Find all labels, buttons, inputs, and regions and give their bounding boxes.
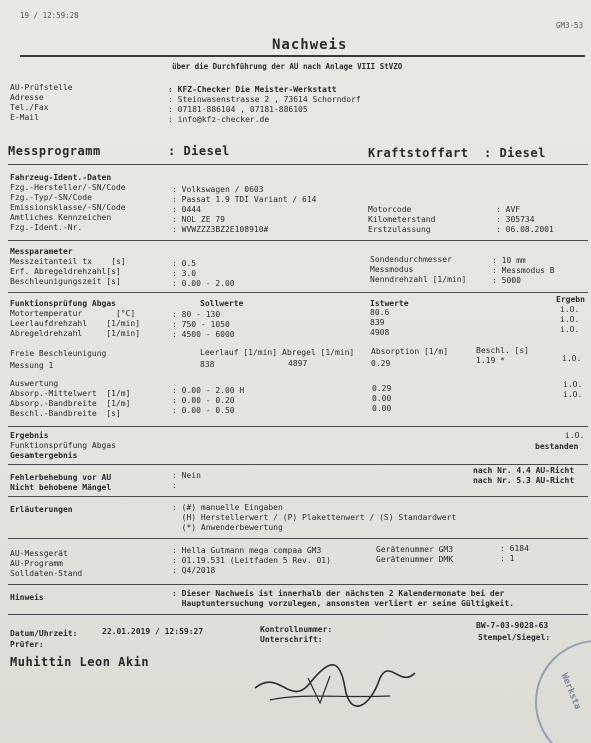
gm3-number-value: : 6184 <box>500 544 529 553</box>
hint-label: Hinweis <box>10 593 44 602</box>
function-test-result: i.O. <box>565 431 585 440</box>
document-title: Nachweis <box>272 37 348 53</box>
workshop-stamp <box>535 640 591 743</box>
actual-column-header: Istwerte <box>370 299 409 308</box>
faults-divider <box>8 496 588 497</box>
free-accel-header: Absorption [1/m] <box>371 347 449 356</box>
stamp-text: Werksta <box>558 672 583 711</box>
notes-line: (H) Herstellerwert / (P) Plakettenwert / (S) Standardwert <box>172 513 457 522</box>
evaluation-target: : 0.00 - 0.20 <box>172 396 235 405</box>
function-result: i.O. <box>560 305 580 314</box>
free-accel-result: i.O. <box>562 354 582 363</box>
evaluation-label: Absorp.-Mittelwert [1/m] <box>10 389 131 398</box>
registration-value: : 06.08.2001 <box>496 225 554 234</box>
motorcode-value: : AVF <box>496 205 521 214</box>
address-label: Adresse <box>10 93 44 102</box>
evaluation-divider <box>8 426 588 427</box>
function-heading: Funktionsprüfung Abgas <box>10 299 116 308</box>
evaluation-label: Absorp.-Bandbreite [1/m] <box>10 399 131 408</box>
vehicle-label: Fzg.-Typ/-SN/Code <box>10 193 92 202</box>
program-label: Messprogramm <box>8 144 101 158</box>
function-target: : 4500 - 6000 <box>172 330 235 339</box>
param-right-value: : Messmodus B <box>492 266 555 275</box>
free-accel-label: Freie Beschleunigung <box>10 349 107 358</box>
signature-scribble <box>250 648 420 718</box>
datetime-label: Datum/Uhrzeit: <box>10 629 78 638</box>
param-label: Messzeitanteil tx [s] <box>10 257 126 266</box>
defects-rule-ref: nach Nr. 5.3 AU-Richt <box>473 476 575 485</box>
fuel-label: Kraftstoffart <box>368 146 469 160</box>
params-divider <box>8 292 588 293</box>
vehicle-value: : NOL ZE 79 <box>172 215 225 224</box>
email-value: : info@kfz-checker.de <box>168 115 270 124</box>
vehicle-label: Fzg.-Ident.-Nr. <box>10 223 83 232</box>
program-divider <box>8 164 588 165</box>
function-actual: 839 <box>370 318 385 327</box>
hint-line: Hauptuntersuchung vorzulegen, ansonsten verliert er seine Gültigkeit. <box>172 599 514 608</box>
free-accel-header: Abregel [1/min] <box>282 348 355 357</box>
function-label: Abregeldrehzahl [1/min] <box>10 329 141 338</box>
page-code: GM3-53 <box>556 21 584 30</box>
absorption-value: 0.29 <box>371 359 391 368</box>
vehicle-value: : Volkswagen / 0603 <box>172 185 264 194</box>
fuel-value: : Diesel <box>484 146 546 160</box>
function-target: : 80 - 130 <box>172 310 221 319</box>
evaluation-actual: 0.00 <box>372 394 392 403</box>
open-defects-label: Nicht behobene Mängel <box>10 483 112 492</box>
function-label: Motortemperatur [°C] <box>10 309 136 318</box>
device-label: AU-Messgerät <box>10 549 68 558</box>
mileage-value: : 305734 <box>496 215 535 224</box>
phone-value: : 07181-886104 , 07181-886105 <box>168 105 308 114</box>
bw-number: BW-7-03-9028-63 <box>476 621 549 630</box>
fault-fix-value: : Nein <box>172 471 201 480</box>
hint-divider <box>8 614 588 615</box>
station-value: : KFZ-Checker Die Meister-Werkstatt <box>168 85 337 94</box>
evaluation-actual: 0.29 <box>372 384 392 393</box>
evaluation-target: : 0.00 - 2.00 H <box>172 386 245 395</box>
phone-label: Tel./Fax <box>10 103 49 112</box>
param-right-label: Sondendurchmesser <box>370 255 452 264</box>
param-value: : 0.00 - 2.00 <box>172 279 235 288</box>
notes-divider <box>8 538 588 539</box>
param-right-value: : 5000 <box>492 276 521 285</box>
acceleration-value: 1.19 * <box>476 356 505 365</box>
tester-name: Muhittin Leon Akin <box>10 655 150 669</box>
function-result: i.O. <box>560 325 580 334</box>
station-label: AU-Prüfstelle <box>10 83 73 92</box>
idle-rpm-value: 838 <box>200 360 215 369</box>
vehicle-label: Fzg.-Hersteller/-SN/Code <box>10 183 126 192</box>
fault-fix-label: Fehlerbehebung vor AU <box>10 473 112 482</box>
mileage-label: Kilometerstand <box>368 215 436 224</box>
param-right-label: Nenndrehzahl [1/min] <box>370 275 467 284</box>
result-heading: Ergebnis <box>10 431 49 440</box>
motorcode-label: Motorcode <box>368 205 412 214</box>
title-divider <box>20 55 585 57</box>
control-number-label: Kontrollnummer: <box>260 625 333 634</box>
gm3-number-label: Gerätenummer GM3 <box>376 545 454 554</box>
device-value: : Hella Gutmann mega compaa GM3 <box>172 546 322 555</box>
vehicle-divider <box>8 240 588 241</box>
notes-line: : (#) manuelle Eingaben <box>172 503 283 512</box>
free-accel-header: Leerlauf [1/min] <box>200 348 278 357</box>
target-column-header: Sollwerte <box>200 299 244 308</box>
vehicle-heading: Fahrzeug-Ident.-Daten <box>10 173 112 182</box>
open-defects-value: : <box>172 481 177 490</box>
param-value: : 3.0 <box>172 269 197 278</box>
datetime-value: 22.01.2019 / 12:59:27 <box>102 627 204 636</box>
program-value: : Diesel <box>168 144 230 158</box>
program-version-value: : 01.19.531 (Leitfaden 5 Rev. 01) <box>172 556 331 565</box>
param-label: Erf. Abregeldrehzahl[s] <box>10 267 121 276</box>
function-label: Leerlaufdrehzahl [1/min] <box>10 319 141 328</box>
evaluation-label: Beschl.-Bandbreite [s] <box>10 409 121 418</box>
dmk-number-label: Gerätenummer DMK <box>376 555 454 564</box>
result-line2: Gesamtergebnis <box>10 451 78 460</box>
result-line1: Funktionsprüfung Abgas <box>10 441 116 450</box>
email-label: E-Mail <box>10 113 39 122</box>
function-actual: 4908 <box>370 328 390 337</box>
params-heading: Messparameter <box>10 247 73 256</box>
document-subtitle: über die Durchführung der AU nach Anlage VIII StVZO <box>172 62 403 71</box>
dmk-number-value: : 1 <box>500 554 515 563</box>
vehicle-label: Amtliches Kennzeichen <box>10 213 112 222</box>
notes-line: (*) Anwenderbewertung <box>172 523 283 532</box>
result-column-header: Ergebn <box>556 295 585 304</box>
hint-line: : Dieser Nachweis ist innerhalb der nächsten 2 Kalendermonate bei der <box>172 589 505 598</box>
registration-label: Erstzulassung <box>368 225 431 234</box>
evaluation-heading: Auswertung <box>10 379 59 388</box>
notes-label: Erläuterungen <box>10 505 73 514</box>
governed-rpm-value: 4897 <box>288 359 308 368</box>
measurement-label: Messung 1 <box>10 361 54 370</box>
vehicle-label: Emissionsklasse/-SN/Code <box>10 203 126 212</box>
stamp-label: Stempel/Siegel: <box>478 633 551 642</box>
free-accel-header: Beschl. [s] <box>476 346 529 355</box>
function-target: : 750 - 1050 <box>172 320 230 329</box>
param-value: : 0.5 <box>172 259 197 268</box>
header-datetime-fragment: 19 / 12:59:28 <box>20 11 79 20</box>
device-divider <box>8 584 588 585</box>
vehicle-value: : 0444 <box>172 205 201 214</box>
signature-label: Unterschrift: <box>260 635 323 644</box>
vehicle-value: : Passat 1.9 TDI Variant / 614 <box>172 195 317 204</box>
reference-data-label: Solldaten-Stand <box>10 569 83 578</box>
param-right-value: : 10 mm <box>492 256 526 265</box>
tester-label: Prüfer: <box>10 640 44 649</box>
evaluation-actual: 0.00 <box>372 404 392 413</box>
function-result: i.O. <box>560 315 580 324</box>
param-label: Beschleunigungszeit [s] <box>10 277 121 286</box>
evaluation-result: i.O. <box>563 380 583 389</box>
program-version-label: AU-Programm <box>10 559 63 568</box>
vehicle-value: : WVWZZZ3BZ2E108910# <box>172 225 269 234</box>
result-divider <box>8 464 588 465</box>
fault-rule-ref: nach Nr. 4.4 AU-Richt <box>473 466 575 475</box>
param-right-label: Messmodus <box>370 265 414 274</box>
evaluation-target: : 0.00 - 0.50 <box>172 406 235 415</box>
function-actual: 80.6 <box>370 308 390 317</box>
evaluation-result: i.O. <box>563 390 583 399</box>
overall-result: bestanden <box>535 442 579 451</box>
reference-data-value: : Q4/2018 <box>172 566 216 575</box>
address-value: : Steinwasenstrasse 2 , 73614 Schorndorf <box>168 95 361 104</box>
